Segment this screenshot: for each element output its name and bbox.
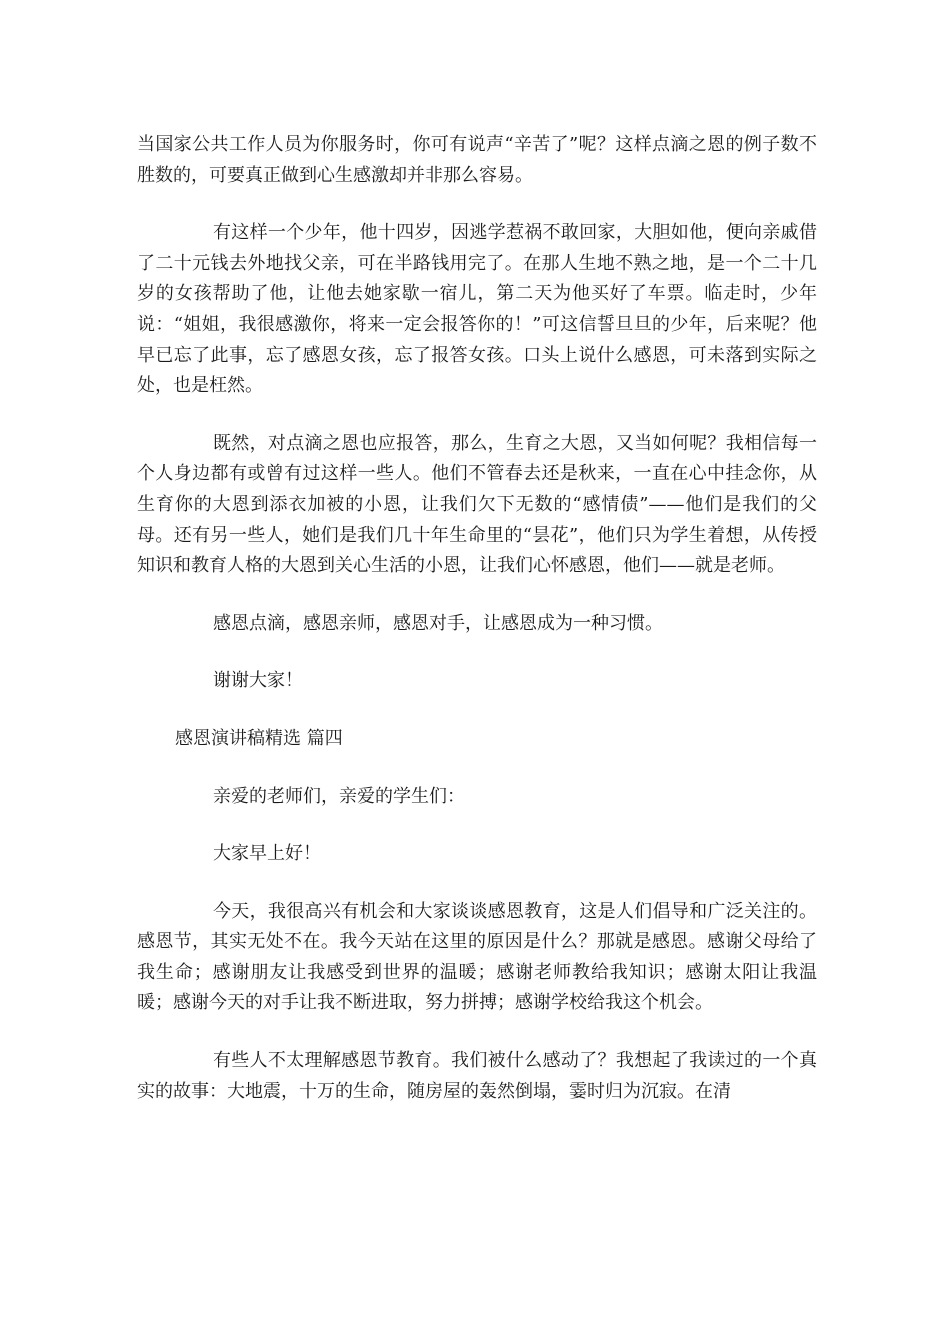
greeting: 大家早上好！ bbox=[213, 843, 321, 865]
section-heading: 感恩演讲稿精选 篇四 bbox=[175, 727, 343, 749]
paragraph-earthquake-story: 有些人不太理解感恩节教育。我们被什么感动了？我想起了我读过的一个真实的故事：大地震，十万的生命，随房屋的轰然倒塌，霎时归为沉寂。在清 bbox=[137, 1050, 817, 1102]
paragraph-gratitude-habit: 感恩点滴，感恩亲师，感恩对手，让感恩成为一种习惯。 bbox=[213, 612, 663, 634]
paragraph-gratitude-examples: 当国家公共工作人员为你服务时，你可有说声“辛苦了”呢？这样点滴之恩的例子数不胜数的，可要真正做到心生感激却并非那么容易。 bbox=[137, 134, 817, 186]
document-body bbox=[137, 130, 817, 1134]
paragraph-teenager-story: 有这样一个少年，他十四岁，因逃学惹祸不敢回家，大胆如他，便向亲戚借了二十元钱去外地找父亲，可在半路钱用完了。在那人生地不熟之地，是一个二十几岁的女孩帮助了他，让他去她家歇一宿儿，第二天为他买好了车票。临走时，少年说：“姐姐，我很感激你，将来一定会报答你的！”可这信誓旦旦的少年，后来呢？他早已忘了此事，忘了感恩女孩，忘了报答女孩。口头上说什么感恩，可未落到实际之处，也是枉然。 bbox=[137, 222, 817, 397]
paragraph-gratitude-education: 今天，我很高兴有机会和大家谈谈感恩教育，这是人们倡导和广泛关注的。感恩节，其实无处不在。我今天站在这里的原因是什么？那就是感恩。感谢父母给了我生命；感谢朋友让我感受到世界的温暖；感谢老师教给我知识；感谢太阳让我温暖；感谢今天的对手让我不断进取，努力拼搏；感谢学校给我这个机会。 bbox=[137, 900, 817, 1014]
paragraph-thanks: 谢谢大家！ bbox=[213, 670, 303, 692]
paragraph-parents-teachers: 既然，对点滴之恩也应报答，那么，生育之大恩，又当如何呢？我相信每一个人身边都有或曾有过这样一些人。他们不管春去还是秋来，一直在心中挂念你，从生育你的大恩到添衣加被的小恩，让我们欠下无数的“感情债”——他们是我们的父母。还有另一些人，她们是我们几十年生命里的“昙花”，他们只为学生着想，从传授知识和教育人格的大恩到关心生活的小恩，让我们心怀感恩，他们——就是老师。 bbox=[137, 432, 817, 577]
salutation: 亲爱的老师们，亲爱的学生们： bbox=[213, 785, 465, 807]
